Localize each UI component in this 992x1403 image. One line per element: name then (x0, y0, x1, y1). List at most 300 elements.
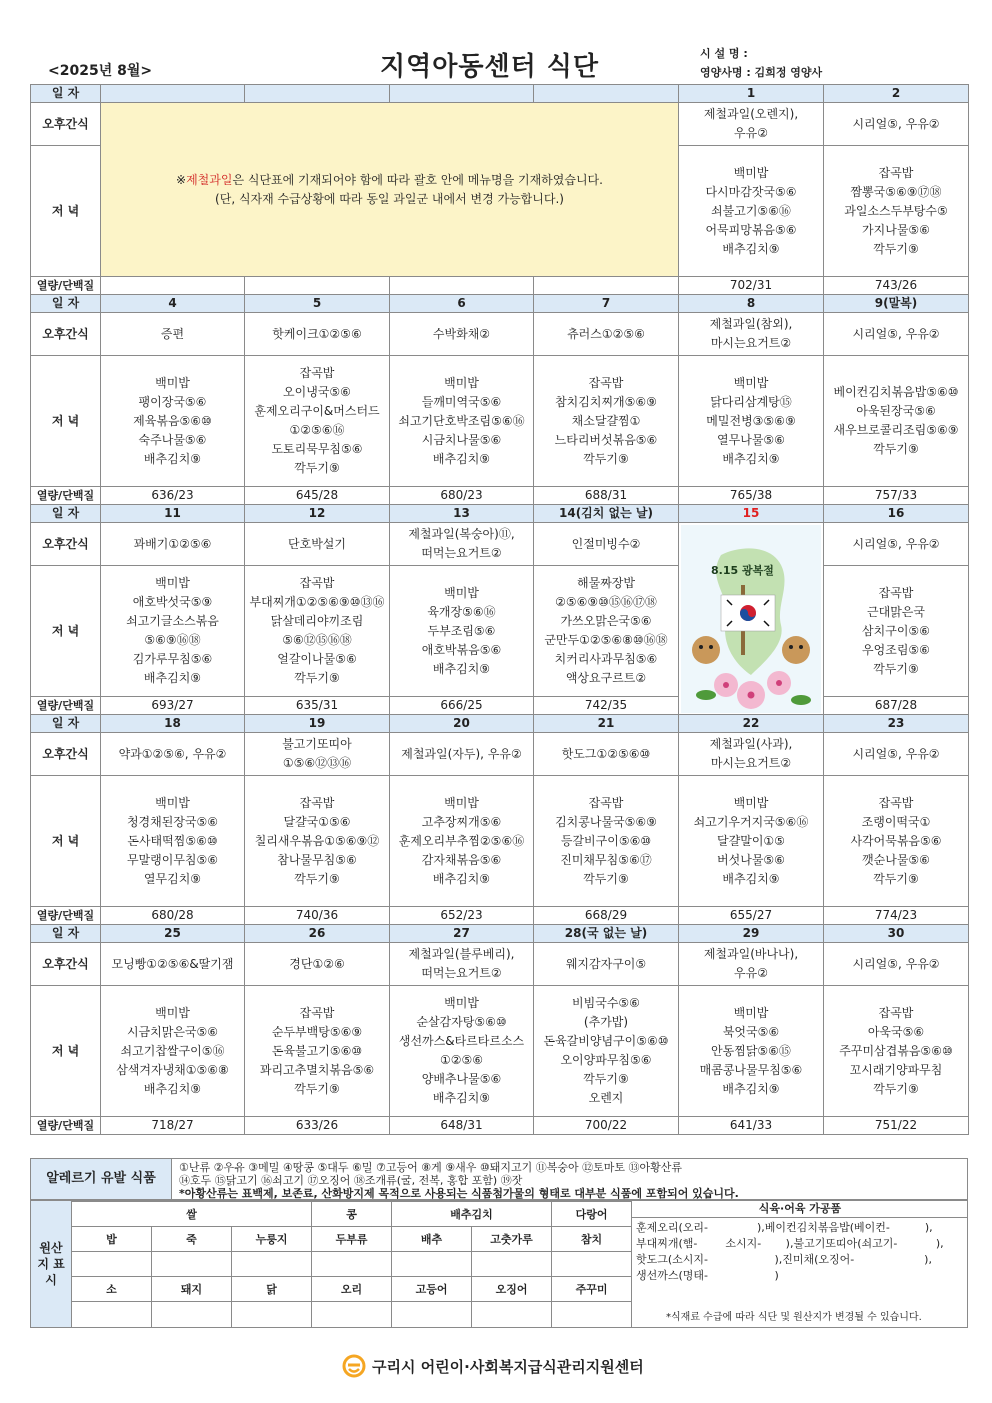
menu-item: ①⑤⑥⑫⑬⑯ (282, 756, 352, 770)
day-date: 19 (245, 715, 390, 733)
day-date (390, 85, 534, 103)
menu-item: 육개장⑤⑥⑯ (427, 604, 496, 619)
snack-cell (101, 733, 245, 776)
origin-item: 누룽지 (232, 1227, 312, 1252)
dietitian-name: 영양사명 : 김희정 영양사 (700, 66, 823, 79)
menu-item: 숙주나물⑤⑥ (138, 432, 207, 447)
dinner-cell (534, 986, 679, 1117)
kcal-cell: 636/23 (101, 487, 245, 505)
date-row-label: 일 자 (31, 505, 101, 523)
menu-item: 깍두기⑨ (294, 871, 340, 886)
origin-group-rice: 쌀 (72, 1202, 312, 1227)
notice-line-1: ※제철과일은 식단표에 기재되어야 함에 따라 괄호 안에 메뉴명을 기재하였습니다. (176, 172, 603, 187)
snack-cell (245, 313, 390, 356)
menu-item: 시리얼⑤, 우유② (852, 326, 940, 341)
facility-name-label: 시 설 명 : (700, 47, 748, 60)
footer (342, 1353, 644, 1379)
menu-item: 배추김치⑨ (143, 1081, 202, 1096)
day-date: 12 (245, 505, 390, 523)
snack-cell (679, 733, 824, 776)
menu-item: 오렌지 (588, 1091, 624, 1105)
menu-item: 잡곡밥 (299, 576, 335, 590)
day-date: 18 (101, 715, 245, 733)
change-notice: *식재료 수급에 따라 식단 및 원산지가 변경될 수 있습니다. (666, 1312, 922, 1323)
date-row-label: 일 자 (31, 925, 101, 943)
menu-item: 백미밥 (444, 996, 479, 1010)
menu-item: 배추김치⑨ (722, 1081, 780, 1096)
origin-meat-item: 오리 (312, 1277, 392, 1302)
menu-item: ⑤⑥⑫⑮⑯⑱ (282, 633, 352, 647)
holiday-cell (679, 523, 824, 715)
kcal-cell: 655/27 (679, 907, 824, 925)
menu-item: 제철과일(참외), (709, 317, 793, 331)
allergy-section (30, 1158, 968, 1200)
menu-item: 백미밥 (155, 1005, 190, 1020)
menu-item: 핫케이크①②⑤⑥ (272, 326, 362, 341)
origin-blank (312, 1302, 392, 1328)
menu-item: 백미밥 (444, 585, 479, 600)
origin-blank (552, 1302, 632, 1328)
liberation-day-illustration (681, 525, 821, 713)
snack-cell (245, 733, 390, 776)
menu-item: 채소달걀찜① (571, 413, 641, 428)
menu-item: 제육볶음⑤⑥⑩ (133, 413, 212, 428)
menu-item: 버섯나물⑤⑥ (717, 852, 785, 867)
processed-food-box (631, 1201, 968, 1327)
snack-cell (534, 523, 679, 566)
dinner-cell (824, 776, 969, 907)
snack-cell (534, 943, 679, 986)
menu-month: <2025년 8월> (48, 63, 153, 79)
menu-item: 잡곡밥 (299, 366, 335, 380)
date-row-label: 일 자 (31, 715, 101, 733)
origin-table (71, 1201, 632, 1328)
kcal-cell: 641/33 (679, 1117, 824, 1135)
menu-item: 돈육불고기⑤⑥⑩ (271, 1043, 363, 1058)
dinner-cell (101, 566, 245, 697)
smile-logo-icon (342, 1354, 366, 1378)
menu-item: 두부조림⑤⑥ (427, 623, 496, 638)
snack-row-label: 오후간식 (31, 313, 101, 356)
day-date: 27 (390, 925, 534, 943)
menu-item: 등갈비구이⑤⑥⑩ (560, 833, 652, 848)
menu-item: 백미밥 (444, 375, 479, 390)
menu-item: 고추장찌개⑤⑥ (421, 814, 502, 829)
menu-item: 시금치맑은국⑤⑥ (126, 1024, 219, 1039)
menu-item: 시리얼⑤, 우유② (852, 536, 940, 551)
day-date: 1 (679, 85, 824, 103)
snack-cell (101, 313, 245, 356)
menu-item: 오이양파무침⑤⑥ (560, 1053, 652, 1067)
day-date: 9(말복) (824, 295, 969, 313)
menu-item: 사각어묵볶음⑤⑥ (850, 833, 942, 848)
menu-item: 배추김치⑨ (143, 671, 202, 685)
menu-item: 달걀국①⑤⑥ (283, 814, 351, 829)
menu-item: 쇠고기찹쌀구이⑤⑯ (120, 1043, 225, 1058)
kcal-row-label: 열량/단백질 (31, 487, 101, 505)
menu-item: 약과①②⑤⑥, 우유② (118, 746, 227, 761)
kcal-cell: 742/35 (534, 697, 679, 715)
notice-line-2: (단, 식자재 수급상황에 따라 동일 과일군 내에서 변경 가능합니다.) (215, 191, 564, 206)
origin-meat-item: 닭 (232, 1277, 312, 1302)
menu-item: 훈제오리구이&머스터드 (254, 404, 380, 418)
origin-meat-item: 소 (72, 1277, 152, 1302)
snack-cell (390, 943, 534, 986)
menu-item: 꽈배기①②⑤⑥ (133, 536, 212, 551)
menu-item: ②⑤⑥⑨⑩⑮⑯⑰⑱ (555, 595, 657, 609)
kcal-cell: 765/38 (679, 487, 824, 505)
day-date: 4 (101, 295, 245, 313)
kcal-cell (101, 277, 245, 295)
menu-item: 베이컨김치볶음밥⑤⑥⑩ (833, 385, 959, 399)
menu-item: 떠먹는요거트② (421, 546, 502, 560)
dinner-cell (534, 776, 679, 907)
dinner-cell (101, 776, 245, 907)
menu-item: 잡곡밥 (588, 795, 624, 810)
kcal-cell (245, 277, 390, 295)
menu-item: 진미채무침⑤⑥⑰ (560, 852, 652, 867)
dinner-cell (245, 986, 390, 1117)
processed-food-list: 훈제오리(오리- ),베이컨김치볶음밥(베이컨- ), 부대찌개(햄- 소시지- ),불고기또띠아(쇠고기- ), 핫도그(소시지- ),진미채(오징어- ), 생선까스(명태- ) (636, 1221, 944, 1282)
menu-item: 배추김치⑨ (143, 451, 202, 466)
menu-item: 비빔국수⑤⑥ (572, 996, 640, 1010)
day-date: 8 (679, 295, 824, 313)
kcal-cell: 680/28 (101, 907, 245, 925)
origin-blank (392, 1302, 472, 1328)
snack-cell (101, 943, 245, 986)
date-row-label: 일 자 (31, 295, 101, 313)
snack-cell (390, 523, 534, 566)
menu-item: 쇠고기우거지국⑤⑥⑯ (693, 814, 809, 829)
kcal-cell: 633/26 (245, 1117, 390, 1135)
menu-item: 돈사태떡찜⑤⑥⑩ (127, 833, 218, 848)
liberation-day-art (681, 525, 821, 713)
menu-item: 액상요구르트② (565, 671, 647, 685)
menu-item: 제철과일(바나나), (703, 947, 799, 961)
dinner-cell (534, 356, 679, 487)
day-date: 13 (390, 505, 534, 523)
menu-item: 제철과일(자두), 우유② (401, 746, 522, 761)
day-date: 23 (824, 715, 969, 733)
menu-item: 마시는요거트② (710, 336, 792, 350)
day-date: 26 (245, 925, 390, 943)
kcal-cell: 687/28 (824, 697, 969, 715)
menu-item: 순살감자탕⑤⑥⑩ (416, 1015, 507, 1029)
menu-item: 시리얼⑤, 우유② (852, 746, 940, 761)
dinner-cell (101, 356, 245, 487)
menu-item: 들깨미역국⑤⑥ (421, 394, 502, 409)
menu-item: 백미밥 (155, 795, 190, 810)
menu-item: 제철과일(복숭아)⑪, (408, 527, 515, 541)
kcal-row-label: 열량/단백질 (31, 697, 101, 715)
menu-item: 깍두기⑨ (294, 461, 340, 475)
origin-label: 원산지 표시 (31, 1201, 72, 1327)
snack-cell (534, 313, 679, 356)
menu-item: 잡곡밥 (299, 795, 335, 810)
menu-item: 아욱국⑤⑥ (867, 1024, 925, 1039)
menu-item: 애호박볶음⑤⑥ (421, 642, 502, 657)
menu-item: 느타리버섯볶음⑤⑥ (554, 432, 658, 447)
menu-item: 백미밥 (155, 375, 190, 390)
snack-row-label: 오후간식 (31, 943, 101, 986)
menu-item: 메밀전병③⑤⑥⑨ (706, 413, 796, 428)
dinner-cell (679, 986, 824, 1117)
date-row-label: 일 자 (31, 85, 101, 103)
menu-item: 떠먹는요거트② (421, 966, 502, 980)
dinner-cell (824, 986, 969, 1117)
menu-item: 짬뽕국⑤⑥⑨⑰⑱ (850, 184, 942, 199)
footer-org-name: 구리시 어린이·사회복지급식관리지원센터 (372, 1357, 644, 1376)
menu-item: ①②⑤⑥ (439, 1053, 484, 1067)
dinner-cell (679, 146, 824, 277)
menu-item: 쇠고기글소스볶음 (126, 614, 219, 628)
day-date (101, 85, 245, 103)
menu-item: 증편 (160, 326, 185, 341)
menu-item: 김가루무침⑤⑥ (132, 652, 213, 666)
kcal-cell: 693/27 (101, 697, 245, 715)
menu-item: 불고기또띠아 (282, 737, 352, 751)
day-date: 7 (534, 295, 679, 313)
menu-item: 잡곡밥 (878, 165, 914, 180)
day-date: 11 (101, 505, 245, 523)
origin-item: 두부류 (312, 1227, 392, 1252)
menu-item: 부대찌개①②⑤⑥⑨⑩⑬⑯ (249, 595, 385, 609)
kcal-cell: 680/23 (390, 487, 534, 505)
origin-meat-item: 오징어 (472, 1277, 552, 1302)
kcal-cell (390, 277, 534, 295)
menu-item: 우유② (734, 126, 768, 140)
menu-item: 쇠불고기⑤⑥⑯ (711, 203, 791, 218)
snack-cell (824, 943, 969, 986)
menu-item: 삼치구이⑤⑥ (862, 623, 930, 638)
allergy-label: 알레르기 유발 식품 (31, 1159, 172, 1199)
origin-item: 죽 (152, 1227, 232, 1252)
menu-item: 가쓰오맑은국⑤⑥ (560, 614, 652, 628)
header-info (700, 44, 822, 82)
allergy-list-2: ⑭호두 ⑮닭고기 ⑯쇠고기 ⑰오징어 ⑱조개류(굴, 전복, 홍합 포함) ⑲잣 (179, 1174, 523, 1187)
kcal-cell (534, 277, 679, 295)
day-date: 29 (679, 925, 824, 943)
menu-item: 깍두기⑨ (583, 451, 629, 466)
menu-item: 깍두기⑨ (294, 1081, 340, 1096)
menu-item: 백미밥 (155, 576, 190, 590)
menu-item: 시리얼⑤, 우유② (852, 116, 940, 131)
snack-cell (824, 523, 969, 566)
snack-cell (390, 733, 534, 776)
menu-item: 군만두①②⑤⑥⑧⑩⑯⑱ (544, 633, 668, 647)
menu-item: 백미밥 (733, 1005, 769, 1020)
menu-item: 우엉조림⑤⑥ (862, 642, 930, 657)
menu-item: 어묵피망볶음⑤⑥ (705, 222, 797, 237)
snack-cell (824, 733, 969, 776)
menu-item: 백미밥 (733, 165, 769, 180)
origin-item: 고춧가루 (472, 1227, 552, 1252)
menu-item: 모닝빵①②⑤⑥&딸기잼 (111, 956, 234, 971)
snack-cell (245, 523, 390, 566)
day-date: 25 (101, 925, 245, 943)
menu-item: 치커리사과무침⑤⑥ (554, 652, 658, 666)
menu-item: 배추김치⑨ (722, 871, 780, 886)
menu-item: 조랭이떡국① (861, 814, 931, 829)
menu-item: 김치콩나물국⑤⑥⑨ (555, 814, 657, 829)
menu-item: 애호박섯국⑤⑨ (132, 595, 213, 609)
menu-item: 꼬시래기양파무침 (849, 1062, 943, 1077)
menu-item: 꽈리고추멸치볶음⑤⑥ (259, 1062, 375, 1077)
kcal-cell: 688/31 (534, 487, 679, 505)
kcal-cell: 700/22 (534, 1117, 679, 1135)
origin-blank (472, 1252, 552, 1277)
menu-item: 단호박설기 (288, 536, 346, 551)
origin-group-tuna: 다랑어 (552, 1202, 632, 1227)
menu-item: 잡곡밥 (878, 1005, 914, 1020)
dinner-row-label: 저 녁 (31, 776, 101, 907)
menu-item: 참나물무침⑤⑥ (277, 852, 357, 867)
menu-item: 제철과일(오렌지), (703, 107, 799, 121)
menu-item: 경단①②⑥ (289, 956, 345, 971)
menu-item: 칠리새우볶음①⑤⑥⑨⑫ (254, 833, 380, 848)
menu-item: 무말랭이무침⑤⑥ (126, 852, 219, 867)
origin-blank (552, 1252, 632, 1277)
menu-item: 다시마감잣국⑤⑥ (705, 184, 797, 199)
menu-item: 순두부백탕⑤⑥⑨ (271, 1024, 363, 1039)
kcal-row-label: 열량/단백질 (31, 907, 101, 925)
origin-meat-item: 주꾸미 (552, 1277, 632, 1302)
menu-item: 삼색겨자냉채①⑤⑥⑧ (116, 1062, 229, 1077)
dinner-cell (824, 566, 969, 697)
snack-cell (824, 103, 969, 146)
dinner-cell (390, 776, 534, 907)
day-date: 15 (679, 505, 824, 523)
origin-blank (392, 1252, 472, 1277)
dinner-cell (390, 566, 534, 697)
menu-item: ⑤⑥⑨⑯⑱ (144, 633, 201, 647)
menu-item: 팽이장국⑤⑥ (138, 394, 207, 409)
day-date (534, 85, 679, 103)
menu-item: 잡곡밥 (878, 795, 914, 810)
menu-item: 핫도그①②⑤⑥⑩ (561, 746, 651, 761)
menu-item: 배추김치⑨ (722, 451, 780, 466)
origin-blank (232, 1302, 312, 1328)
menu-item: 마시는요거트② (710, 756, 792, 770)
day-date: 2 (824, 85, 969, 103)
origin-meat-item: 돼지 (152, 1277, 232, 1302)
kcal-cell: 757/33 (824, 487, 969, 505)
menu-item: 백미밥 (733, 375, 769, 390)
kcal-cell: 648/31 (390, 1117, 534, 1135)
menu-item: 백미밥 (733, 795, 769, 810)
dinner-row-label: 저 녁 (31, 146, 101, 277)
dinner-cell (824, 146, 969, 277)
origin-meat-item: 고등어 (392, 1277, 472, 1302)
menu-item: 잡곡밥 (588, 375, 624, 390)
menu-item: 근대맑은국 (867, 604, 925, 619)
origin-item: 밥 (72, 1227, 152, 1252)
kcal-row-label: 열량/단백질 (31, 1117, 101, 1135)
kcal-cell: 774/23 (824, 907, 969, 925)
menu-item: 감자채볶음⑤⑥ (421, 852, 502, 867)
day-date: 20 (390, 715, 534, 733)
menu-item: 깍두기⑨ (873, 241, 919, 256)
menu-item: 가지나물⑤⑥ (862, 222, 930, 237)
snack-row-label: 오후간식 (31, 733, 101, 776)
menu-item: 양배추나물⑤⑥ (421, 1072, 502, 1086)
dinner-cell (679, 776, 824, 907)
menu-item: 배추김치⑨ (432, 871, 491, 886)
dinner-cell (679, 356, 824, 487)
menu-item: 열무나물⑤⑥ (717, 432, 785, 447)
menu-item: 닭다리삼계탕⑮ (710, 394, 792, 409)
menu-item: 아욱된장국⑤⑥ (856, 404, 936, 418)
menu-item: 제철과일(블루베리), (408, 947, 515, 961)
dinner-cell (245, 566, 390, 697)
menu-item: 매콤콩나물무침⑤⑥ (699, 1062, 803, 1077)
menu-item: 깍두기⑨ (873, 661, 919, 676)
snack-cell (824, 313, 969, 356)
processed-food-title: 식육·어육 가공품 (632, 1201, 968, 1218)
menu-item: 배추김치⑨ (722, 241, 780, 256)
dinner-cell (390, 356, 534, 487)
menu-item: 깍두기⑨ (873, 871, 919, 886)
page-title: 지역아동센터 식단 (380, 52, 599, 82)
menu-item: 츄러스①②⑤⑥ (567, 326, 645, 341)
menu-item: 생선까스&타르타르소스 (398, 1034, 525, 1048)
day-date: 6 (390, 295, 534, 313)
origin-blank (152, 1302, 232, 1328)
kcal-cell: 743/26 (824, 277, 969, 295)
kcal-cell: 751/22 (824, 1117, 969, 1135)
menu-item: 제철과일(사과), (709, 737, 793, 751)
menu-item: 깍두기⑨ (873, 442, 919, 456)
menu-item: 해물짜장밥 (577, 576, 635, 590)
menu-item: 참치김치찌개⑤⑥⑨ (555, 394, 657, 409)
kcal-cell: 666/25 (390, 697, 534, 715)
menu-table (30, 84, 969, 1135)
menu-item: 백미밥 (444, 795, 479, 810)
menu-item: 잡곡밥 (299, 1005, 335, 1020)
menu-item: 깻순나물⑤⑥ (862, 852, 930, 867)
menu-item: 오이냉국⑤⑥ (283, 385, 351, 399)
dinner-cell (245, 776, 390, 907)
menu-item: 웨지감자구이⑤ (565, 956, 647, 971)
snack-cell (245, 943, 390, 986)
kcal-cell: 645/28 (245, 487, 390, 505)
kcal-row-label: 열량/단백질 (31, 277, 101, 295)
snack-cell (390, 313, 534, 356)
day-date: 30 (824, 925, 969, 943)
origin-blank (232, 1252, 312, 1277)
origin-blank (312, 1252, 392, 1277)
menu-item: 배추김치⑨ (432, 661, 491, 676)
origin-blank (72, 1252, 152, 1277)
allergy-note: *아황산류는 표백제, 보존료, 산화방지제 목적으로 사용되는 식품첨가물의 형태로 대부분 식품에 포함되어 있습니다. (179, 1187, 739, 1200)
allergy-list-1: ①난류 ②우유 ③메밀 ④땅콩 ⑤대두 ⑥밀 ⑦고등어 ⑧게 ⑨새우 ⑩돼지고기 ⑪복숭아 ⑫토마토 ⑬아황산류 (179, 1161, 682, 1174)
snack-row-label: 오후간식 (31, 523, 101, 566)
day-date (245, 85, 390, 103)
origin-item: 배추 (392, 1227, 472, 1252)
menu-item: ①②⑤⑥⑯ (289, 423, 345, 437)
dinner-row-label: 저 녁 (31, 566, 101, 697)
day-date: 16 (824, 505, 969, 523)
dinner-cell (534, 566, 679, 697)
kcal-cell: 740/36 (245, 907, 390, 925)
menu-item: 북엇국⑤⑥ (722, 1024, 780, 1039)
snack-cell (679, 103, 824, 146)
origin-group-kimchi: 배추김치 (392, 1202, 552, 1227)
origin-blank (72, 1302, 152, 1328)
origin-blank (472, 1302, 552, 1328)
menu-item: 인절미빙수② (571, 536, 641, 551)
menu-item: 새우브로콜리조림⑤⑥⑨ (833, 423, 959, 437)
